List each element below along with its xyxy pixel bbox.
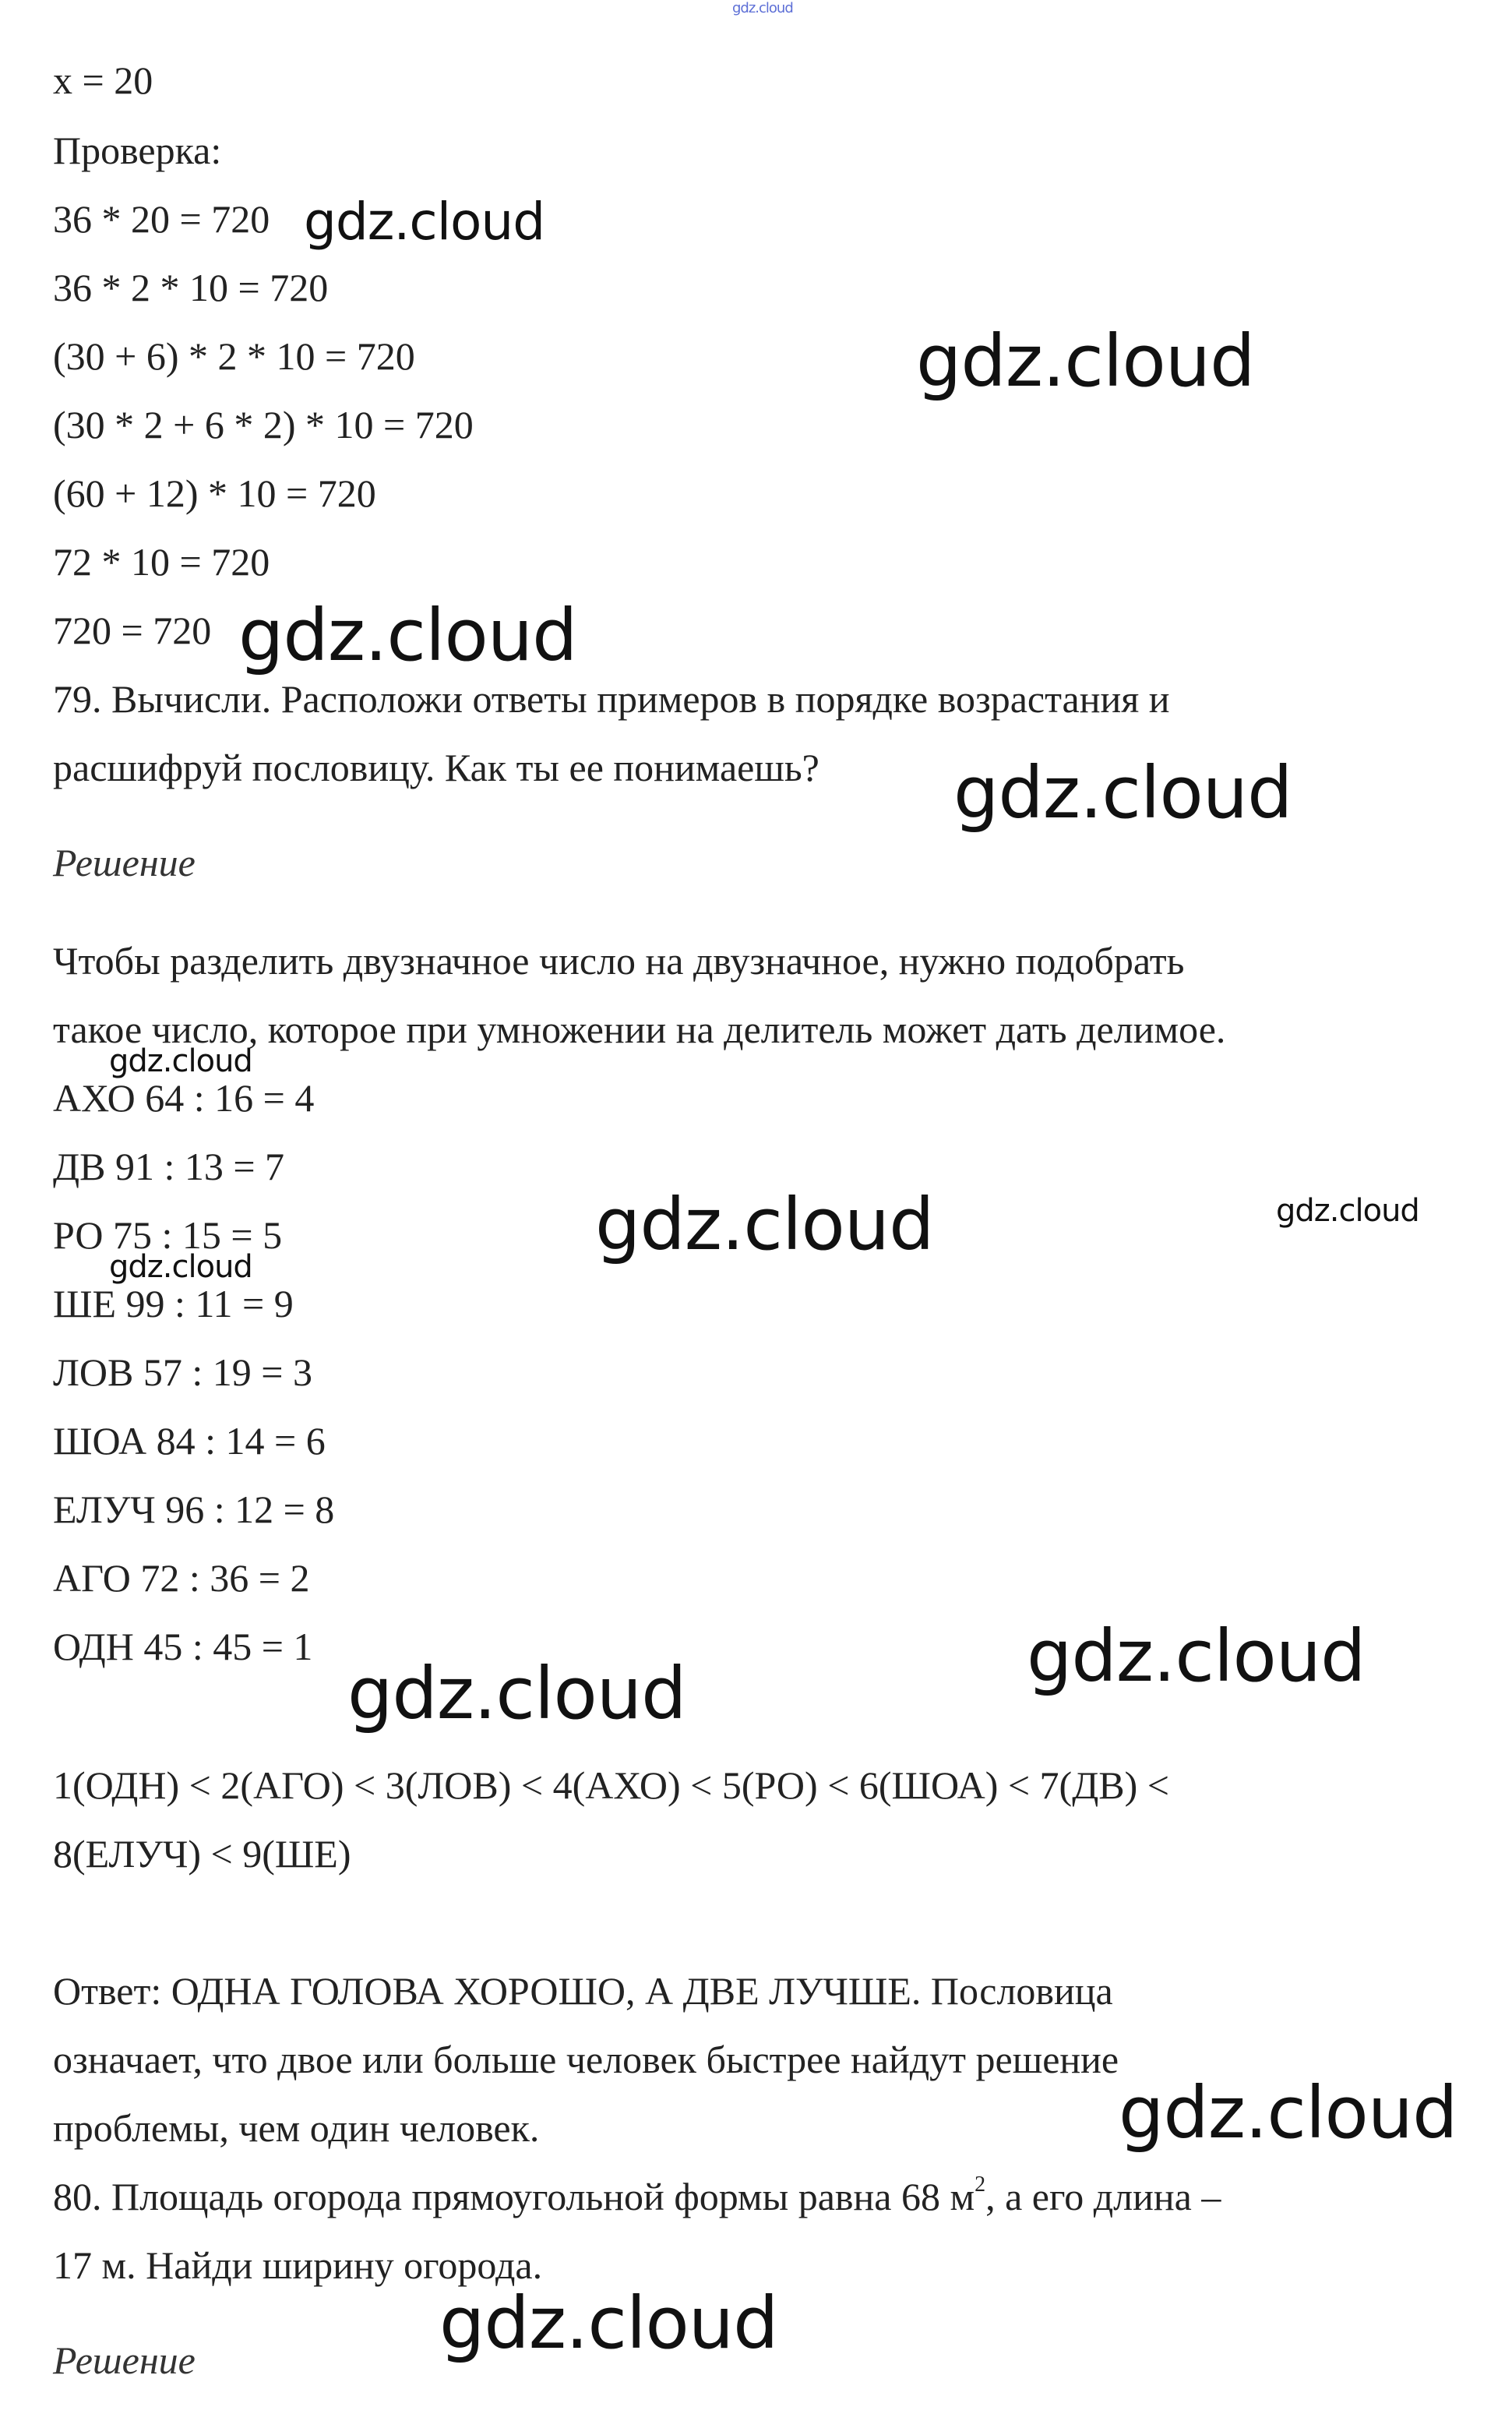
equation-line: АХО 64 : 16 = 4 (53, 1076, 315, 1120)
watermark-logo: gdz.cloud (1119, 2071, 1457, 2155)
ordering-line: 1(ОДН) < 2(АГО) < 3(ЛОВ) < 4(АХО) < 5(РО) < 6(ШОА) < 7(ДВ) < (53, 1763, 1170, 1807)
text-line: x = 20 (53, 58, 153, 102)
equation-line: ДВ 91 : 13 = 7 (53, 1145, 285, 1188)
watermark-logo: gdz.cloud (1027, 1615, 1366, 1698)
watermark-logo: gdz.cloud (439, 2282, 778, 2365)
watermark-logo: gdz.cloud (109, 1249, 252, 1285)
superscript: 2 (975, 2172, 986, 2197)
text-line: (30 + 6) * 2 * 10 = 720 (53, 334, 415, 378)
equation-line: РО 75 : 15 = 5 (53, 1213, 283, 1257)
equation-line: ЕЛУЧ 96 : 12 = 8 (53, 1488, 335, 1531)
watermark-logo: gdz.cloud (109, 1043, 252, 1079)
answer-line: означает, что двое или больше человек быстрее найдут решение (53, 2038, 1119, 2081)
watermark-logo: gdz.cloud (595, 1183, 934, 1266)
watermark-logo: gdz.cloud (1276, 1193, 1419, 1229)
solution-heading: Решение (53, 2338, 196, 2382)
answer-line: Ответ: ОДНА ГОЛОВА ХОРОШО, А ДВЕ ЛУЧШЕ. Пословица (53, 1969, 1113, 2013)
task-80-title (53, 2172, 1221, 2218)
text-line: 720 = 720 (53, 609, 212, 652)
watermark-logo: gdz.cloud (347, 1652, 686, 1735)
task-80-title-cont: 17 м. Найди ширину огорода. (53, 2243, 543, 2287)
text-line: (30 * 2 + 6 * 2) * 10 = 720 (53, 403, 474, 446)
text-line: 36 * 2 * 10 = 720 (53, 266, 329, 309)
solution-heading: Решение (53, 841, 196, 884)
text-line: (60 + 12) * 10 = 720 (53, 471, 376, 515)
task-79-title: 79. Вычисли. Расположи ответы примеров в порядке возрастания и (53, 677, 1170, 721)
ordering-line: 8(ЕЛУЧ) < 9(ШЕ) (53, 1832, 351, 1876)
equation-line: ШЕ 99 : 11 = 9 (53, 1282, 294, 1325)
equation-line: ЛОВ 57 : 19 = 3 (53, 1350, 312, 1394)
watermark-logo: gdz.cloud (916, 319, 1255, 403)
watermark-logo: gdz.cloud (953, 751, 1292, 835)
equation-line: АГО 72 : 36 = 2 (53, 1556, 310, 1600)
watermark-logo: gdz.cloud (732, 0, 793, 16)
equation-line: ШОА 84 : 14 = 6 (53, 1419, 326, 1463)
watermark-logo: gdz.cloud (238, 594, 577, 677)
task-79-title-cont: расшифруй пословицу. Как ты ее понимаешь? (53, 746, 819, 789)
task-80-text-cont: , а его длина – (985, 2175, 1221, 2218)
text-line: такое число, которое при умножении на делитель может дать делимое. (53, 1008, 1226, 1051)
watermark-logo: gdz.cloud (304, 192, 545, 252)
equation-line: ОДН 45 : 45 = 1 (53, 1625, 313, 1668)
text-line: 36 * 20 = 720 (53, 197, 270, 241)
text-line: Чтобы разделить двузначное число на двузначное, нужно подобрать (53, 939, 1185, 983)
answer-line: проблемы, чем один человек. (53, 2106, 540, 2150)
text-line: Проверка: (53, 129, 222, 172)
text-line: 72 * 10 = 720 (53, 540, 270, 584)
task-80-text: 80. Площадь огорода прямоугольной формы равна 68 м (53, 2175, 975, 2218)
